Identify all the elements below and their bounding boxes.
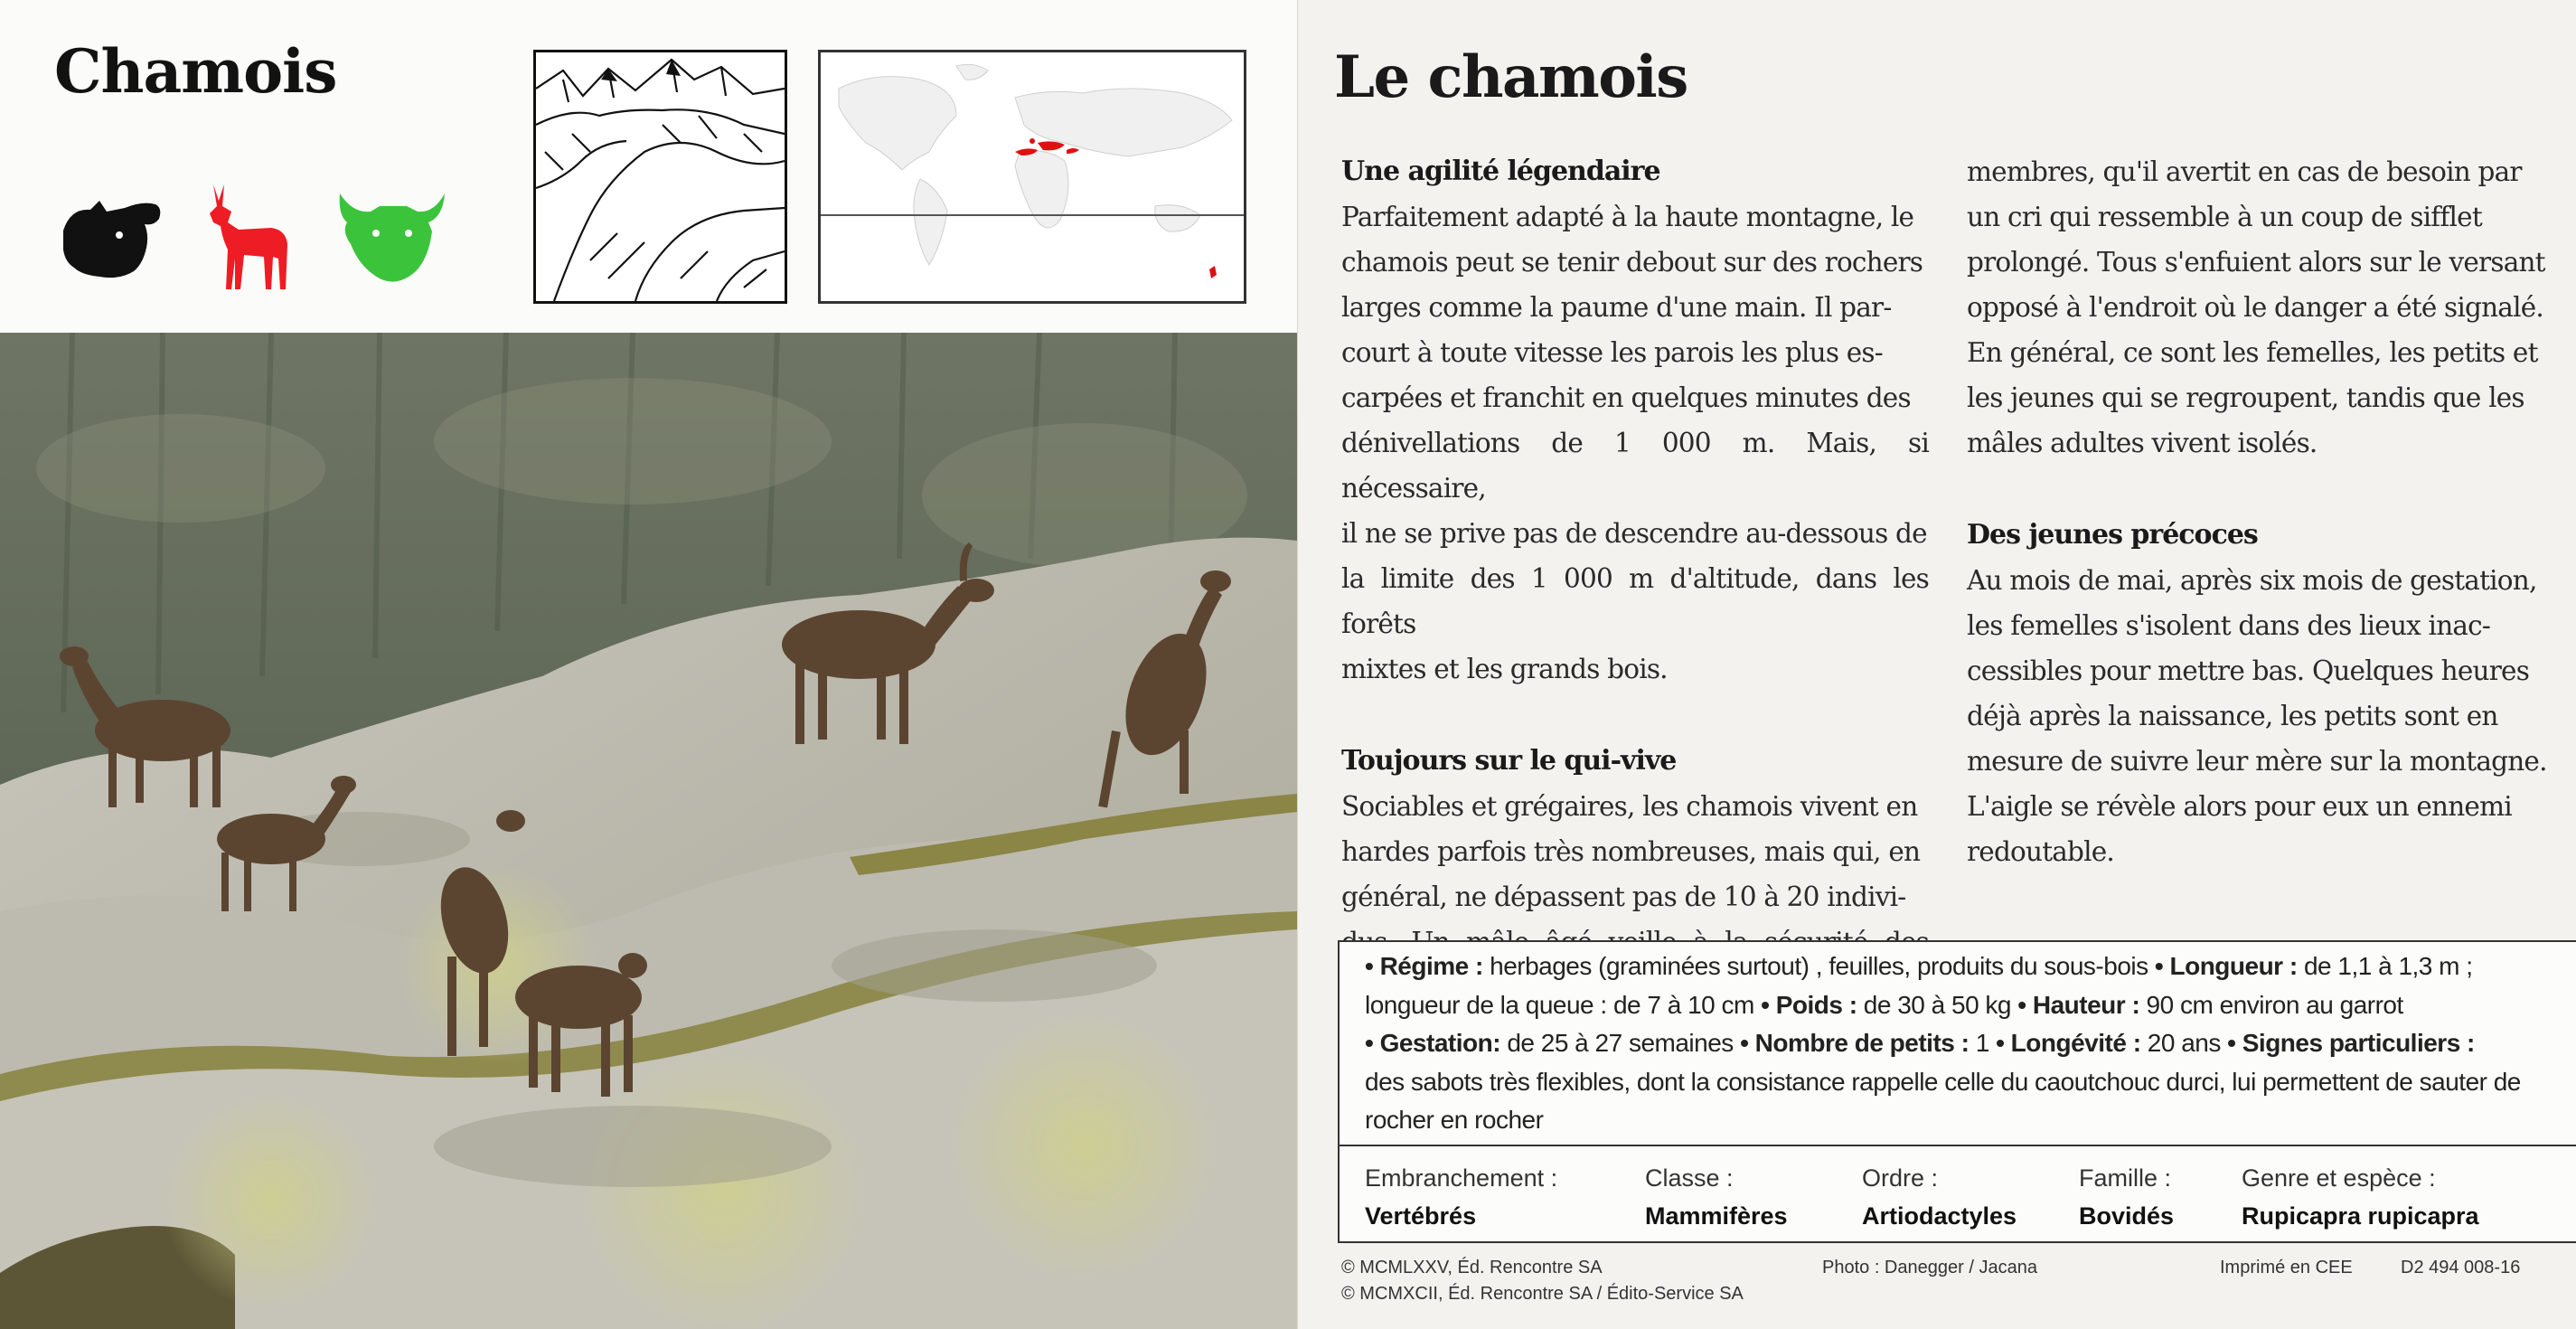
taxonomy-label: Famille : [2079, 1164, 2172, 1192]
fact-label: • Nombre de petits : [1740, 1029, 1970, 1057]
taxonomy-value: Bovidés [2079, 1202, 2175, 1230]
fact-value: des sabots très flexibles, dont la consistance rappelle celle du caoutchouc durci, lui permettent de sauter de rocher en rocher [1365, 1067, 2521, 1134]
text-column-left [1341, 149, 1929, 1010]
taxonomy-value: Rupicapra rupicapra [2242, 1202, 2479, 1230]
paragraph-line: un cri qui ressemble à un coup de sifflet [1967, 202, 2482, 232]
fact-value: 90 cm environ au garrot [2139, 990, 2403, 1019]
paragraph-line: il ne se prive pas de descendre au-dessous de [1341, 518, 1927, 549]
paragraph-line: dénivellations de 1 000 m. Mais, si nécessaire, [1341, 428, 1929, 504]
taxonomy-value: Mammifères [1645, 1202, 1788, 1230]
fact-label: • Poids : [1761, 990, 1857, 1019]
paragraph-line: Au mois de mai, après six mois de gestation, [1967, 565, 2537, 596]
paragraph-line: hardes parfois très nombreuses, mais qui, en [1341, 836, 1921, 867]
fact-label: • Régime : [1365, 952, 1483, 980]
copyright-line: © MCMXCII, Éd. Rencontre SA / Édito-Service SA [1341, 1284, 1744, 1304]
fact-label: • Longévité : [1996, 1029, 2141, 1057]
taxonomy-ordre [1862, 1159, 2017, 1235]
green-bull-icon [334, 181, 447, 294]
paragraph-line: déjà après la naissance, les petits sont en [1967, 701, 2498, 731]
paragraph-line: mesure de suivre leur mère sur la montagne. [1967, 746, 2547, 777]
paragraph-line: les jeunes qui se regroupent, tandis que les [1967, 382, 2524, 413]
paragraph-line: les femelles s'isolent dans des lieux inac- [1967, 610, 2491, 641]
facts-box [1338, 940, 2576, 1243]
paragraph-line: prolongé. Tous s'enfuient alors sur le versant [1967, 247, 2545, 278]
fact-label: • Hauteur : [2017, 990, 2140, 1019]
habitat-mountain-illustration [533, 50, 787, 304]
fact-label: • Signes particuliers : [2227, 1029, 2475, 1057]
card-code: D2 494 008-16 [2401, 1258, 2521, 1277]
paragraph-line: opposé à l'endroit où le danger a été signalé. [1967, 292, 2543, 323]
fact-value: de 25 à 27 semaines [1500, 1029, 1741, 1057]
text-column-right [1967, 149, 2554, 874]
world-map-icon [821, 52, 1244, 301]
paragraph-line: mâles adultes vivent isolés. [1967, 428, 2317, 458]
fact-value: longueur de la queue : de 7 à 10 cm [1365, 990, 1762, 1019]
paragraph-line: L'aigle se révèle alors pour eux un ennemi [1967, 791, 2512, 822]
paragraph-line: cessibles pour mettre bas. Quelques heures [1967, 655, 2530, 686]
photo-credit: Photo : Danegger / Jacana [1822, 1258, 2037, 1277]
paragraph-line: mixtes et les grands bois. [1341, 654, 1668, 684]
paragraph-line: Sociables et grégaires, les chamois vivent en [1341, 791, 1918, 822]
taxonomy-value: Vertébrés [1365, 1202, 1477, 1230]
red-antelope-icon [201, 181, 300, 294]
paragraph-line: carpées et franchit en quelques minutes des [1341, 382, 1911, 413]
back-card [1298, 0, 2576, 1329]
black-bull-icon [54, 181, 167, 294]
taxonomy-genre-espece [2242, 1159, 2479, 1235]
section-heading: Une agilité légendaire [1341, 156, 1660, 187]
copyright-block [1341, 1255, 1744, 1307]
fact-label: • Gestation: [1365, 1029, 1501, 1057]
paragraph-line: En général, ce sont les femelles, les petits et [1967, 337, 2538, 368]
paragraph-line: membres, qu'il avertit en cas de besoin par [1967, 156, 2522, 187]
taxonomy-classe [1645, 1159, 1788, 1235]
mountain-icon [536, 52, 785, 301]
page-title: Le chamois [1334, 43, 1688, 111]
printed-note: Imprimé en CEE [2220, 1258, 2353, 1277]
fact-value: de 1,1 à 1,3 m ; [2297, 952, 2473, 980]
divider [1340, 1145, 2576, 1146]
taxonomy-embranchement [1365, 1159, 1557, 1235]
taxonomy-value: Artiodactyles [1862, 1202, 2017, 1230]
fact-value: de 30 à 50 kg [1857, 990, 2018, 1019]
taxonomy-famille [2079, 1159, 2174, 1235]
copyright-line: © MCMLXXV, Éd. Rencontre SA [1341, 1258, 1603, 1277]
facts-text [1365, 947, 2558, 1140]
fact-value: 20 ans [2140, 1029, 2228, 1057]
distribution-world-map [818, 50, 1246, 304]
paragraph-line: chamois peut se tenir debout sur des rochers [1341, 247, 1923, 278]
paragraph-line: larges comme la paume d'une main. Il par- [1341, 292, 1892, 323]
taxonomy-label: Genre et espèce : [2242, 1164, 2436, 1192]
chamois-photo [0, 333, 1297, 1329]
taxonomy-label: Embranchement : [1365, 1164, 1558, 1192]
fact-value: 1 [1969, 1029, 1997, 1057]
card-title: Chamois [54, 36, 337, 107]
taxonomy-label: Ordre : [1862, 1164, 1939, 1192]
paragraph-line: court à toute vitesse les parois les plus es- [1341, 337, 1883, 368]
paragraph-line: général, ne dépassent pas de 10 à 20 indivi- [1341, 881, 1906, 912]
section-heading: Toujours sur le qui-vive [1341, 745, 1677, 777]
fact-value: herbages (graminées surtout) , feuilles, produits du sous-bois [1482, 952, 2155, 980]
paragraph-line: Parfaitement adapté à la haute montagne, le [1341, 202, 1914, 232]
paragraph-line: la limite des 1 000 m d'altitude, dans les forêts [1341, 563, 1929, 639]
section-heading: Des jeunes précoces [1967, 519, 2258, 551]
taxonomy-label: Classe : [1645, 1164, 1734, 1192]
paragraph-line: redoutable. [1967, 836, 2115, 867]
fact-label: • Longueur : [2154, 952, 2298, 980]
